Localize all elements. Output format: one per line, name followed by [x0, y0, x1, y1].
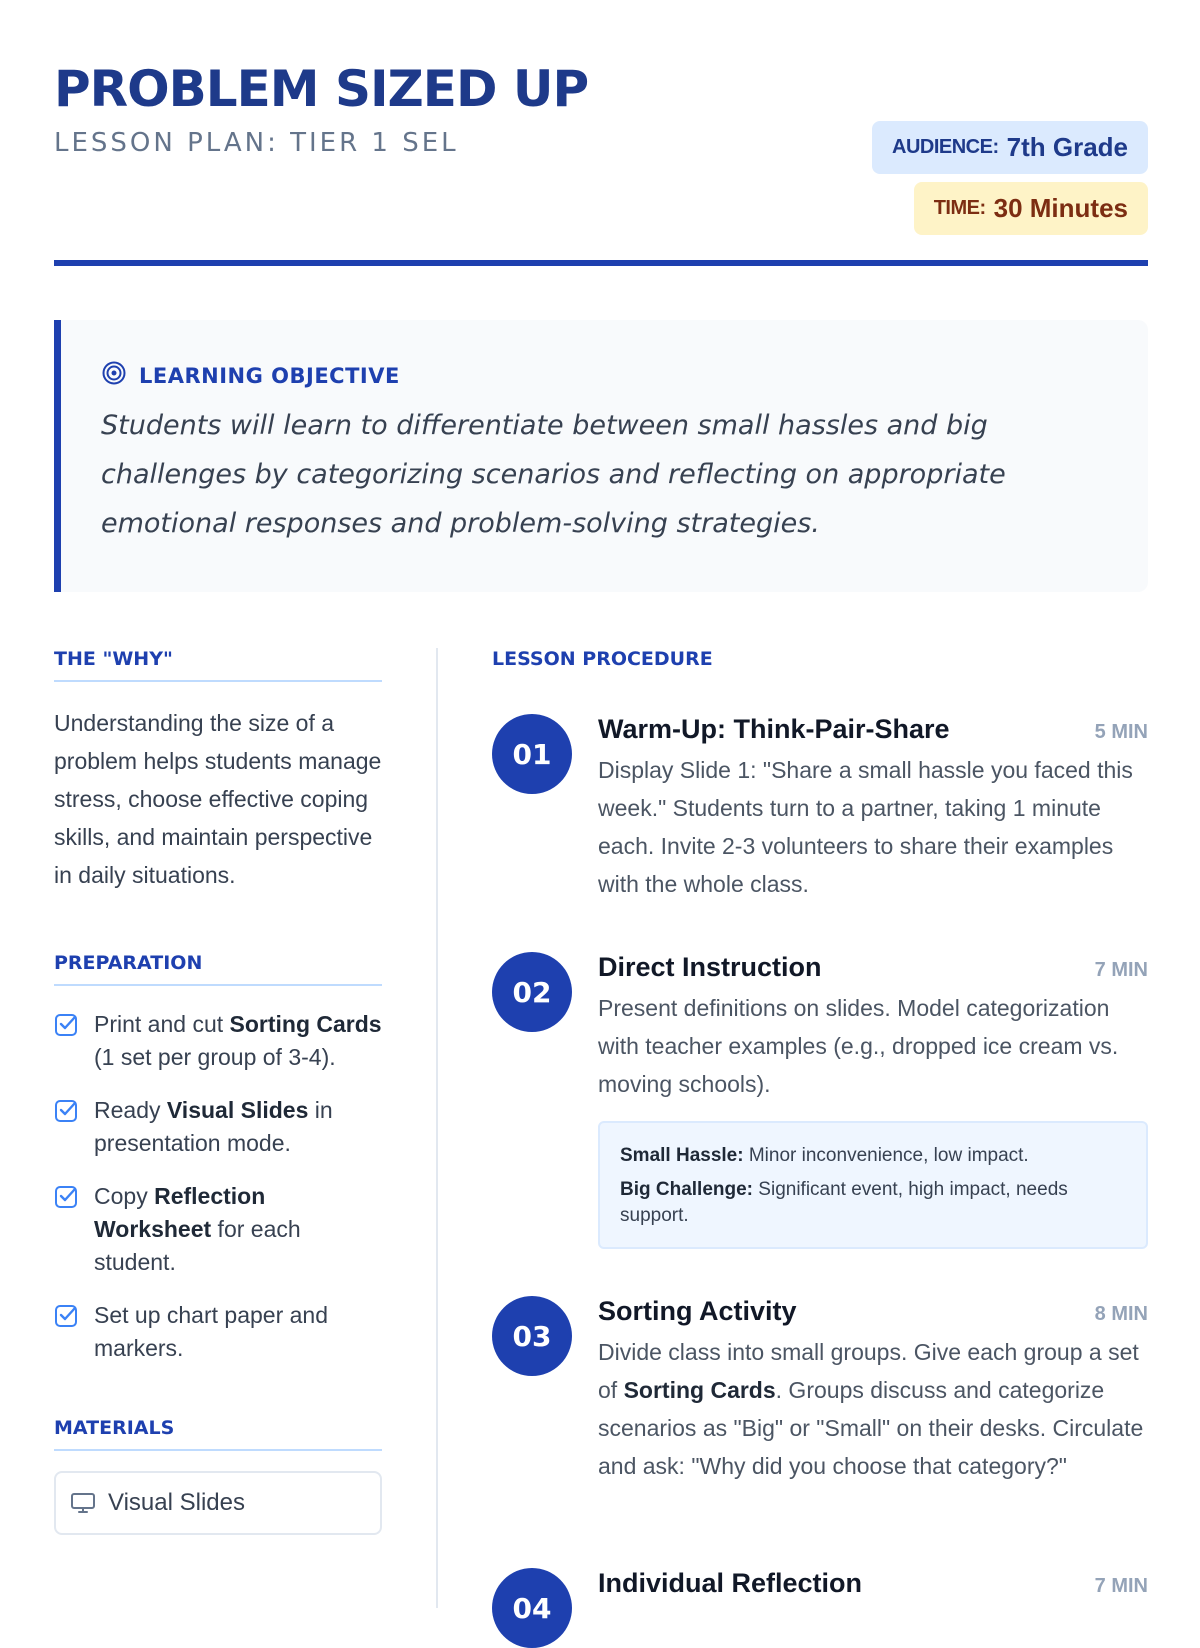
definition-text: Minor inconvenience, low impact. [743, 1145, 1029, 1166]
step-description [598, 1333, 1148, 1485]
material-item [54, 1471, 382, 1535]
time-badge [914, 182, 1148, 235]
header-divider [54, 260, 1148, 266]
prep-bold: Sorting Cards [229, 1011, 382, 1037]
prep-text: (1 set per group of 3-4). [94, 1044, 336, 1070]
page-title: PROBLEM SIZED UP [54, 60, 589, 118]
materials-title: MATERIALS [54, 1417, 382, 1451]
material-label: Visual Slides [108, 1489, 245, 1516]
step-number: 04 [492, 1568, 572, 1648]
procedure-column [492, 648, 1148, 1625]
definition-small-hassle [620, 1143, 1126, 1169]
target-icon [101, 360, 127, 391]
step-number: 01 [492, 714, 572, 794]
step-duration: 5 MIN [1094, 721, 1148, 743]
column-divider [436, 648, 438, 1608]
prep-text: Set up chart paper and markers. [94, 1302, 328, 1361]
time-value: 30 Minutes [993, 193, 1128, 223]
step-title: Individual Reflection [598, 1568, 863, 1598]
prep-text: for each student. [94, 1216, 301, 1275]
list-item [54, 1094, 382, 1160]
why-section [54, 648, 382, 894]
prep-text: Ready [94, 1097, 167, 1123]
prep-text: Copy [94, 1183, 155, 1209]
checkbox-checked-icon [54, 1012, 80, 1038]
list-item [54, 1180, 382, 1279]
step-text-part: . Groups discuss and categorize scenarios as "Big" or "Small" on their desks. Circulate and ask: "Why did you choose that category?" [598, 1377, 1144, 1479]
step-text-part: Divide class into small groups. Give each group a set of [598, 1339, 1139, 1403]
materials-section [54, 1417, 382, 1535]
step-duration: 7 MIN [1094, 959, 1148, 981]
step-description: Present definitions on slides. Model categorization with teacher examples (e.g., dropped ice cream vs. moving schools). [598, 995, 1119, 1097]
step-title: Sorting Activity [598, 1296, 797, 1326]
checkbox-checked-icon [54, 1184, 80, 1210]
why-text: Understanding the size of a problem helps students manage stress, choose effective coping skills, and maintain perspective in daily situations. [54, 710, 382, 888]
definition-term: Big Challenge: [620, 1179, 754, 1200]
step-description: Display Slide 1: "Share a small hassle you faced this week." Students turn to a partner, taking 1 minute each. Invite 2-3 volunteers to share their examples with the whole class. [598, 757, 1133, 897]
page-subtitle: LESSON PLAN: TIER 1 SEL [54, 128, 459, 158]
audience-badge [872, 121, 1148, 174]
list-item [54, 1299, 382, 1365]
step-number: 03 [492, 1296, 572, 1376]
step-title: Warm-Up: Think-Pair-Share [598, 714, 950, 744]
step-duration: 8 MIN [1094, 1303, 1148, 1325]
list-item [54, 1008, 382, 1074]
prep-text: in presentation mode. [94, 1097, 333, 1156]
lesson-header [54, 56, 1148, 268]
step-text-bold: Sorting Cards [623, 1377, 776, 1403]
definition-text: Significant event, high impact, needs support. [620, 1179, 1068, 1226]
meta-badges [872, 121, 1148, 235]
definitions-box [598, 1121, 1148, 1249]
learning-objective-card [54, 320, 1148, 592]
preparation-title: PREPARATION [54, 952, 382, 986]
step-number: 02 [492, 952, 572, 1032]
objective-label: LEARNING OBJECTIVE [139, 363, 400, 388]
procedure-title: LESSON PROCEDURE [492, 648, 713, 670]
why-title: THE "WHY" [54, 648, 382, 682]
audience-label: AUDIENCE: [892, 136, 999, 158]
prep-bold: Visual Slides [166, 1097, 309, 1123]
preparation-list [54, 1008, 382, 1365]
checkbox-checked-icon [54, 1098, 80, 1124]
sidebar-column [54, 648, 382, 1535]
prep-bold: Reflection Worksheet [94, 1183, 266, 1242]
definition-big-challenge [620, 1177, 1126, 1229]
checkbox-checked-icon [54, 1303, 80, 1329]
audience-value: 7th Grade [1006, 132, 1128, 162]
preparation-section [54, 952, 382, 1365]
definition-term: Small Hassle: [620, 1145, 744, 1166]
monitor-icon [70, 1490, 96, 1516]
step-title: Direct Instruction [598, 952, 822, 982]
time-label: TIME: [933, 197, 986, 219]
step-duration: 7 MIN [1094, 1575, 1148, 1597]
objective-text: Students will learn to differentiate between small hassles and big challenges by categorizing scenarios and reflecting on appropriate emotional responses and problem-solving strategies. [101, 410, 1006, 539]
prep-text: Print and cut [94, 1011, 230, 1037]
